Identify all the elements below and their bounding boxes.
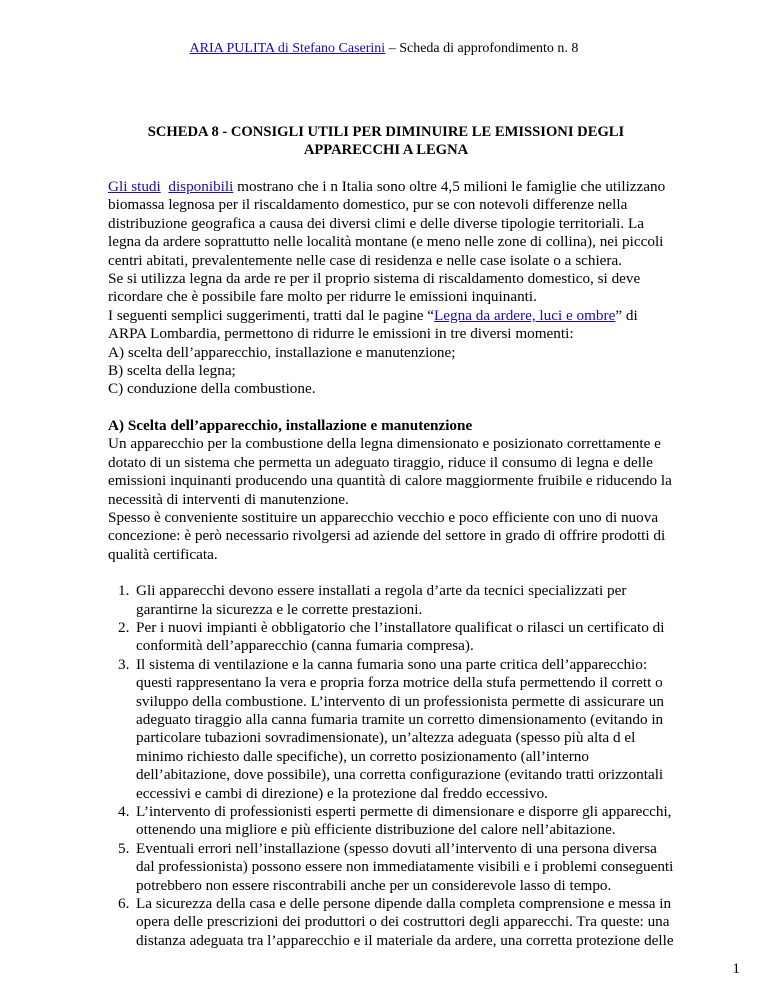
section-a-paragraph-1: Un apparecchio per la combustione della legna dimensionato e posizionato correttamente e dotato di un sistema che permetta un adeguato tiraggio, riduce il consumo di legna e delle emissioni inquinanti producendo una quantità di calore maggiormente fruibile e riducendo la necessità di interventi di manutenzione. [108,435,672,508]
document-body [108,178,674,950]
list-item-number: 2. [118,618,130,636]
document-title: SCHEDA 8 - CONSIGLI UTILI PER DIMINUIRE LE EMISSIONI DEGLI APPARECCHI A LEGNA [147,124,625,158]
available-link[interactable]: disponibili [168,178,234,195]
intro-paragraph-1 [108,178,674,270]
recommendations-list [108,582,674,950]
header-subtitle: – Scheda di approfondimento n. 8 [385,41,579,56]
moment-item: A) scelta dell’apparecchio, installazione e manutenzione; [108,343,456,361]
legna-link[interactable]: Legna da ardere, luci e ombre [434,306,616,324]
intro-paragraph-3-start: I seguenti semplici suggerimenti, tratti dal le pagine “ [108,306,435,324]
list-item-text: Eventuali errori nell’installazione (spesso dovuti all’intervento di una persona diversa dal professionista) possono essere non immediatamente visibili e i problemi conseguenti potrebbero non essere riscontrabili anche per un considerevole lasso di tempo. [136,839,674,894]
page-number: 1 [732,960,740,977]
list-item-number: 4. [118,803,130,820]
list-item-number: 6. [118,895,130,913]
list-item-number: 3. [118,655,130,673]
intro-paragraph-3 [108,307,674,344]
intro-paragraph-1-text: mostrano che i n Italia sono oltre 4,5 milioni le famiglie che utilizzano biomassa legnosa per il riscaldamento domestico, pur se con notevoli differenze nella distribuzione geografica a causa dei diversi climi e delle diverse tipologie territoriali. La legna da ardere soprattutto nelle località montane (e meno nelle zone di collina), nei piccoli centri abitati, prevalentemente nelle case di residenza e nelle case isolate o a schiera. [108,178,666,269]
header-link[interactable]: ARIA PULITA di Stefano Caserini [189,41,386,56]
list-item-number: 1. [118,582,130,600]
moment-item: B) scelta della legna; [108,362,236,380]
list-item-text: L’intervento di professionisti esperti permette di dimensionare e disporre gli apparecchi, ottenendo una migliore e più efficiente distribuzione del calore nell’abitazione. [136,803,672,839]
list-item-text: Il sistema di ventilazione e la canna fumaria sono una parte critica dell’apparecchio: questi rappresentano la vera e propria forza motrice della stufa permettendo il corrett o sviluppo della combustione. L’intervento di un professionista permette di assicurare un adeguato tiraggio alla canna fumaria tramite un corretto dimensionamento (evitando in particolare tubazioni sovradimensionate), un’altezza adeguata (spesso più alta d el minimo richiesto dalle specifiche), un corretto posizionamento (all’interno dell’abitazione, dove possibile), una corretta configurazione (evitando tratti orizzontali eccessivi e cambi di direzione) e la protezione dal freddo eccessivo. [136,655,664,802]
spacer [108,399,674,417]
list-item [108,619,674,656]
studies-link[interactable]: Gli studi [108,178,161,195]
section-a-paragraph-2: Spesso è conveniente sostituire un apparecchio vecchio e poco efficiente con uno di nuova concezione: è però necessario rivolgersi ad aziende del settore in grado di offrire prodotti di qualità certificata. [108,508,666,563]
list-item-text: Per i nuovi impianti è obbligatorio che l’installatore qualificat o rilasci un certificato di conformità dell’apparecchio (canna fumaria compresa). [136,618,665,655]
moment-item: C) conduzione della combustione. [108,380,316,398]
list-item [108,656,674,803]
page-header [0,40,768,57]
list-item-number: 5. [118,839,130,857]
section-a-heading: A) Scelta dell’apparecchio, installazione e manutenzione [108,416,473,434]
intro-paragraph-2: Se si utilizza legna da arde re per il proprio sistema di riscaldamento domestico, si deve ricordare che è possibile fare molto per ridurre le emissioni inquinanti. [108,270,641,306]
list-item [108,803,674,840]
list-item [108,840,674,895]
spacer [108,564,674,582]
intro-paragraph-3-end: ” di ARPA Lombardia, permettono di ridurre le emissioni in tre diversi momenti: [108,306,638,343]
list-item-text: Gli apparecchi devono essere installati a regola d’arte da tecnici specializzati per garantirne la sicurezza e le corrette prestazioni. [136,582,627,618]
list-item-text: La sicurezza della casa e delle persone dipende dalla completa comprensione e messa in opera delle prescrizioni dei produttori o dei costruttori degli apparecchi. Tra queste: una distanza adeguata tra l’apparecchio e il materiale da ardere, una corretta protezione delle [136,895,674,949]
list-item [108,895,674,950]
list-item [108,582,674,619]
